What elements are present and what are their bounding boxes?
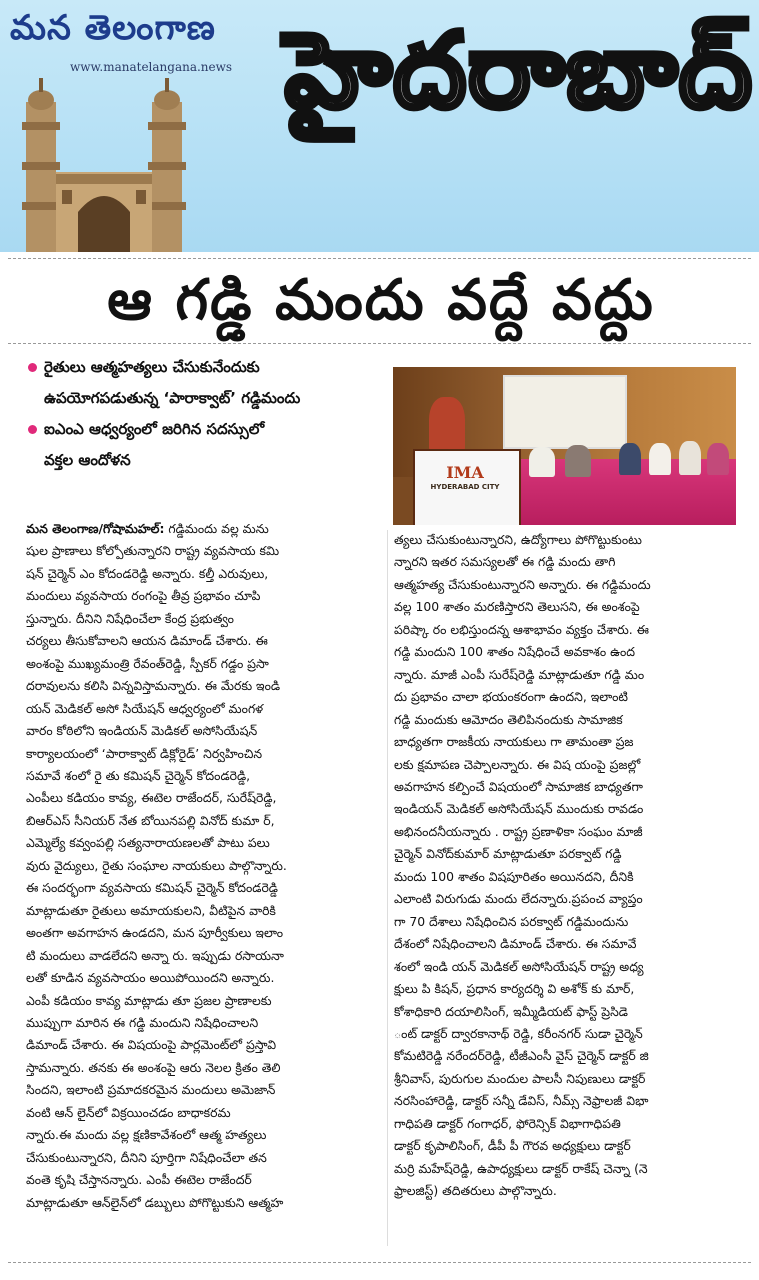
- body-line: ముప్పుగా మారిన ఈ గడ్డి మందుని నిషేధించాలని: [26, 1014, 259, 1030]
- bullet-dot-icon: [28, 425, 37, 434]
- body-line: వారం కోఠిలోని ఇండియన్ మెడికల్ అసోసియేషన్: [26, 723, 258, 739]
- body-line: అభినందనీయన్నారు . రాష్ట్ర ప్రణాళికా సంఘం మాజీ: [394, 823, 643, 839]
- brand-url: www.manatelangana.news: [70, 60, 233, 74]
- body-line: డిమాండ్ చేశారు. ఈ విషయంపై పార్లమెంట్‌లో ప్రస్తావి: [26, 1037, 277, 1053]
- body-line: ఇండియన్ మెడికల్ అసోసియేషన్ ముందుకు రావడం: [394, 801, 644, 817]
- photo-person: [649, 443, 671, 475]
- body-line: ఎలాంటి విరుగుడు మందు లేదన్నారు.ప్రపంచ వ్యాప్తం: [394, 891, 643, 907]
- body-line: లకు క్షమాపణ చెప్పాలన్నారు. ఈ విష యంపై ప్రజల్లో: [394, 756, 641, 772]
- body-line: న్నారు. మాజీ ఎంపీ సురేష్‌రెడ్డి మాట్లాడుతూ గడ్డి మం: [394, 666, 645, 682]
- masthead: [0, 0, 759, 252]
- article-dateline: మన తెలంగాణ/గోషామహల్:: [26, 521, 165, 536]
- body-line: ఆత్మహత్య చేసుకుంటున్నారని అన్నారు. ఈ గడ్డిమందు: [394, 576, 651, 592]
- body-line: చేసుకుంటున్నారని, దీనిని పూర్తిగా నిషేధించేలా తన: [26, 1149, 267, 1165]
- body-line: చైర్మెన్ వినోద్‌కుమార్ మాట్లాడుతూ పరక్వాట్ గడ్డి: [394, 846, 622, 862]
- body-line: కార్యాలయంలో ‘పారాక్వాట్ డిక్లోరైడ్’ నిర్వహించిన: [26, 745, 263, 761]
- photo-sign-text: IMA: [446, 463, 484, 482]
- body-line: దరావులను కలిసి విన్నవిస్తామన్నారు. ఈ మేరకు ఇండి: [26, 678, 281, 694]
- photo-person: [565, 445, 591, 477]
- bullet-line: వక్తల ఆందోళన: [44, 451, 131, 469]
- body-line: దు ప్రభావం చాలా భయంకరంగా ఉందని, ఇలాంటి: [394, 689, 628, 705]
- body-line: టి మందులు వాడలేదని అన్నా రు. ఇప్పుడు రసాయనా: [26, 947, 284, 963]
- body-line: మాట్లాడుతూ ఆన్‌లైన్‌లో డబ్బులు పోగొట్టుకుని ఆత్మహ: [26, 1194, 284, 1210]
- body-line: ఎంపీలు కడియం కావ్య, ఈటెల రాజేందర్, సురేష్‌రెడ్డి,: [26, 790, 277, 806]
- section-title: హైదరాబాద్: [285, 11, 754, 131]
- body-line: న్నారు.ఈ మందు వల్ల క్షణికావేశంలో ఆత్మ హత్యలు: [26, 1127, 267, 1143]
- highlight-bullets: [28, 352, 390, 476]
- divider: [8, 258, 751, 259]
- body-line: లతో కూడిన వ్యవసాయం అయిపోయిందని అన్నారు.: [26, 970, 275, 986]
- body-line: అవగాహన కల్పించే విషయంలో సామాజిక బాధ్యతగా: [394, 778, 643, 794]
- body-line: గాధిపతి డాక్టర్ గంగాధర్, ఫోరెన్సిక్ విభాగాధిపతి: [394, 1115, 621, 1131]
- body-line: అంతగా అవగాహన ఉండదని, మన పూర్వీకులు ఇలాం: [26, 925, 284, 941]
- body-line: ఈ సందర్భంగా వ్యవసాయ కమిషన్ చైర్మెన్ కోదండరెడ్డి: [26, 880, 278, 896]
- bullet-item: [28, 414, 390, 476]
- body-line: బాధ్యతగా రాజకీయ నాయకులు గా తామంతా ప్రజ: [394, 734, 634, 750]
- photo-person: [619, 443, 641, 475]
- body-line: మందు 100 శాతం విషపూరితం అయినదని, దీనికి: [394, 868, 634, 884]
- body-line: కోశాధికారి దయాలిసింగ్, ఇమ్మీడియట్ ఫాస్ట్ ప్రెసిడె: [394, 1003, 628, 1019]
- body-line: గడ్డి మందుని 100 శాతం నిషేధించే అవకాశం ఉంద: [394, 644, 635, 660]
- charminar-icon: [12, 62, 202, 252]
- brand-logo-text: మన తెలంగాణ: [10, 8, 216, 48]
- body-line: గడ్డి మందుకు ఆమోదం తెలిపినందుకు సామాజిక: [394, 711, 623, 727]
- event-photo: [393, 367, 736, 525]
- body-line: ఎంపీ కడియం కావ్య మాట్లాడు తూ ప్రజల ప్రాణాలకు: [26, 992, 272, 1008]
- body-line: ంట్ డాక్టర్ ద్వారకానాథ్ రెడ్డి, కరీంనగర్ సుడా చైర్మెన్: [394, 1025, 643, 1041]
- body-line: [26, 518, 381, 540]
- photo-person: [707, 443, 729, 475]
- body-line: వంటి ఆన్ లైన్‌లో విక్రయించడం బాధాకరమ: [26, 1104, 231, 1120]
- body-line: యన్ మెడికల్ అసో సియేషన్ ఆధ్వర్యంలో మంగళ: [26, 700, 264, 716]
- body-line: చర్యలు తీసుకోవాలని ఆయన డిమాండ్ చేశారు. ఈ: [26, 633, 268, 649]
- article-headline: ఆ గడ్డి మందు వద్దే వద్దు: [107, 268, 655, 333]
- body-line: న్నారని ఇతర సమస్యలతో ఈ గడ్డి మందు తాగి: [394, 554, 616, 570]
- body-line: మందులు వ్యవసాయ రంగంపై తీవ్ర ప్రభావం చూపి: [26, 588, 261, 604]
- body-line: అంశంపై ముఖ్యమంత్రి రేవంత్‌రెడ్డి, స్పీకర్ గడ్డం ప్రసా: [26, 655, 269, 671]
- body-line: స్తామన్నారు. తనకు ఈ అంశంపై ఆరు నెలల క్రితం తెలి: [26, 1059, 281, 1075]
- body-line: వల్ల 100 శాతం మరణిస్తారని తెలుసని, ఈ అంశంపై: [394, 599, 640, 615]
- body-line: పరిష్కా రం లభిస్తుందన్న ఆశాభావం వ్యక్తం చేశారు. ఈ: [394, 621, 649, 637]
- body-line: షుల ప్రాణాలు కోల్పోతున్నారని రాష్ట్ర వ్యవసాయ కమి: [26, 543, 280, 559]
- bullet-item: [28, 352, 390, 414]
- body-line: శ్రీనివాస్, పురుగుల మందుల పాలసీ నిపుణులు డాక్టర్: [394, 1070, 646, 1086]
- body-line: దేశంలో నిషేధించాలని డిమాండ్ చేశారు. ఈ సమావే: [394, 936, 637, 952]
- body-line: బిఆర్ఎస్ సీనియర్ నేత బోయినపల్లి వినోద్ కుమా ర్,: [26, 812, 275, 828]
- body-line: షన్ చైర్మెన్ ఎం కోదండరెడ్డి అన్నారు. కల్తీ ఎరువులు,: [26, 565, 269, 581]
- body-line: త్యలు చేసుకుంటున్నారని, ఉద్యోగాలు పోగొట్టుకుంటు: [394, 532, 642, 547]
- body-line: గా 70 దేశాలు నిషేధించిన పరక్వాట్ గడ్డిమందును: [394, 913, 629, 929]
- body-line: మాట్లాడుతూ రైతులు అమాయకులని, వీటిపైన వారికి: [26, 902, 276, 918]
- column-divider: [387, 530, 388, 1246]
- bullet-line: ఉపయోగపడుతున్న ‘పారాక్వాట్’ గడ్డిమందు: [44, 389, 301, 407]
- body-text: గడ్డిమందు వల్ల మను: [168, 521, 269, 536]
- photo-person: [679, 441, 701, 475]
- bullet-line: రైతులు ఆత్మహత్యలు చేసుకునేందుకు: [44, 358, 260, 376]
- article-body-column-1: [26, 518, 381, 1214]
- body-line: డాక్టర్ కృపాలిసింగ్, డీపీ పీ గౌరవ అధ్యక్షులు డాక్టర్: [394, 1138, 631, 1154]
- bullet-line: ఐఎంఎ ఆధ్వర్యంలో జరిగిన సదస్సులో: [44, 420, 265, 438]
- body-line: కోమటిరెడ్డి నరేందర్‌రెడ్డి, టీజీఎంసీ వైస్ చైర్మెన్ డాక్టర్ జి: [394, 1048, 649, 1064]
- body-line: వంతె కృషి చేస్తానన్నారు. ఎంపీ ఈటెల రాజేందర్: [26, 1172, 252, 1188]
- divider: [8, 343, 751, 344]
- body-line: మర్రి మహేష్‌రెడ్డి, ఉపాధ్యక్షులు డాక్టర్ రాకేష్ చెన్నా (నె: [394, 1160, 648, 1176]
- photo-person: [429, 397, 465, 453]
- body-line: క్షులు పి కిషన్, ప్రధాన కార్యదర్శి వి అశోక్ కు మార్,: [394, 981, 635, 997]
- body-line: ఎమ్మెల్యే కవ్వంపల్లి సత్యనారాయణలతో పాటు పలు: [26, 835, 270, 851]
- photo-person: [529, 447, 555, 477]
- photo-projection-screen: [503, 375, 627, 449]
- body-line: సమావే శంలో రై తు కమిషన్ చైర్మెన్ కోదండరెడ్డి,: [26, 767, 251, 783]
- body-line: నరసింహారెడ్డి, డాక్టర్ సన్నీ డేవిస్, నీమ్స్ నెఫ్రాలజీ విభా: [394, 1093, 649, 1109]
- bullet-dot-icon: [28, 363, 37, 372]
- divider: [8, 1262, 751, 1263]
- body-line: శంలో ఇండి యన్ మెడికల్ అసోసియేషన్ రాష్ట్ర అధ్య: [394, 958, 644, 974]
- article-body-column-2: [394, 529, 736, 1203]
- body-line: స్తున్నారు. దీనిని నిషేధించేలా కేంద్ర ప్రభుత్వం: [26, 610, 234, 626]
- body-line: వురు వైద్యులు, రైతు సంఘాల నాయకులు పాల్గొన్నారు.: [26, 857, 287, 873]
- body-line: సిందని, ఇలాంటి ప్రమాదకరమైన మందులు అమెజాన్: [26, 1082, 276, 1098]
- photo-sign-subtext: HYDERABAD CITY: [430, 483, 500, 491]
- body-line: ఫ్రాలజిస్ట్) తదితరులు పాల్గొన్నారు.: [394, 1183, 557, 1199]
